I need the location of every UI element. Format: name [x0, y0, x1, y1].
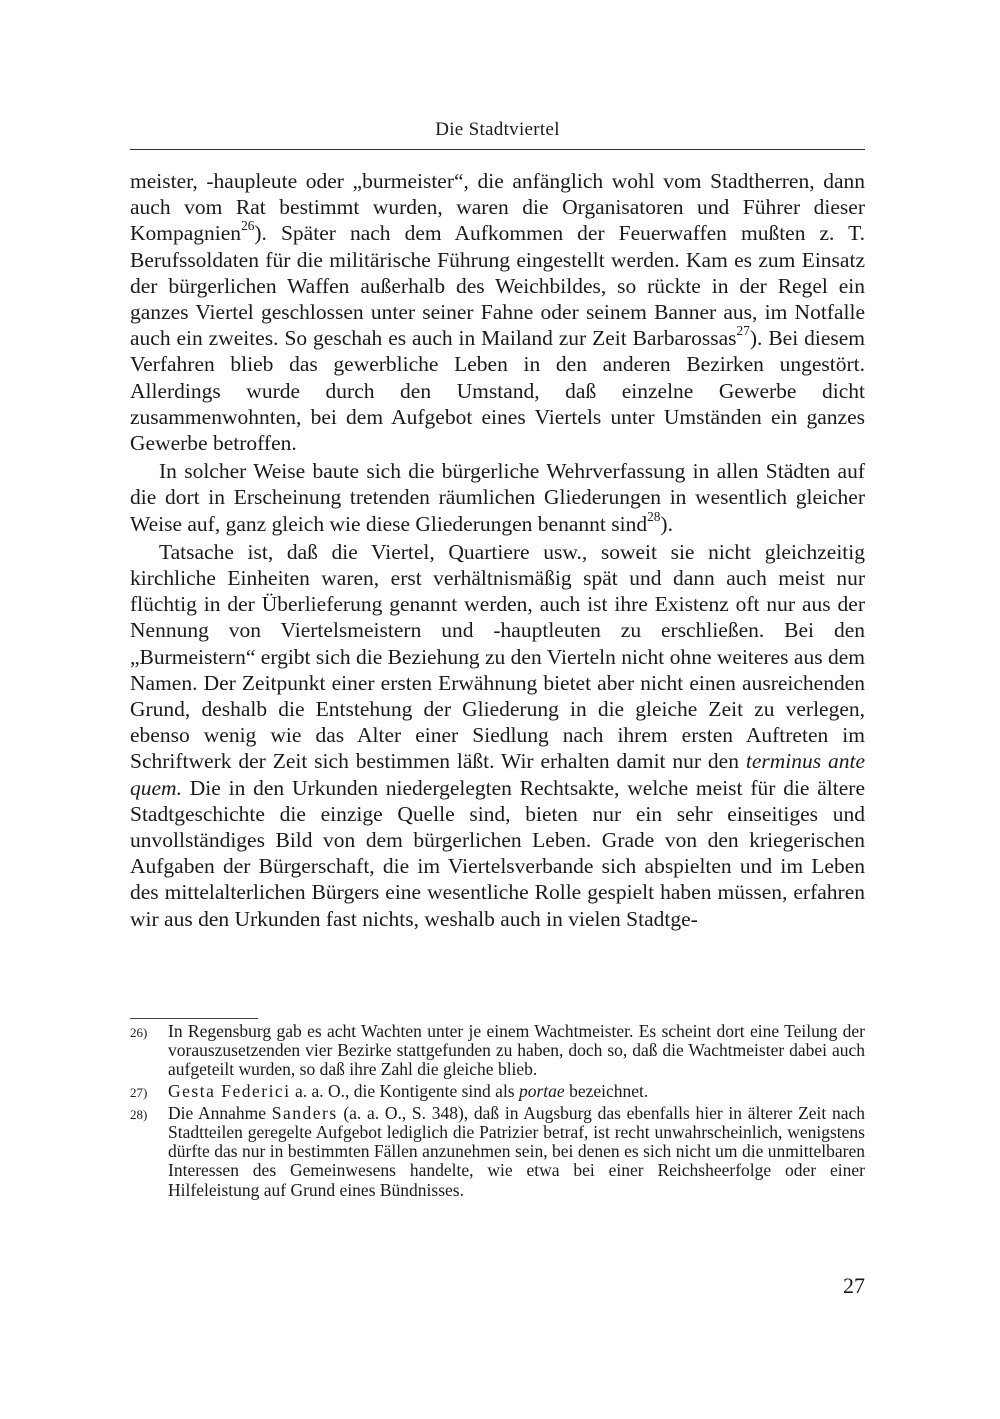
running-head: Die Stadtviertel	[435, 119, 560, 140]
footnote-28	[130, 1104, 865, 1200]
footnote-ref-27[interactable]: 27	[736, 323, 750, 339]
footnote-text: Gesta Federici a. a. O., die Kontigente sind als portae bezeichnet.	[168, 1080, 649, 1101]
main-text	[130, 168, 865, 932]
header-rule	[130, 149, 865, 150]
footnote-27	[130, 1082, 865, 1102]
footnote-26	[130, 1022, 865, 1080]
footnote-ref-26[interactable]: 26	[241, 218, 255, 234]
paragraph-2: In solcher Weise baute sich die bürgerliche Wehrverfassung in allen Städten auf die dort in Erscheinung tretenden räumlichen Gliederungen in wesentlich gleicher Weise auf, ganz gleich wie diese Gliederungen benannt sind$^{28}$).	[130, 459, 865, 536]
footnote-mark: 26)	[130, 1025, 148, 1040]
footnote-text: In Regensburg gab es acht Wachten unter je einem Wachtmeister. Es scheint dort eine Teilung der vorauszusetzenden vier Bezirke stattgefunden zu haben, doch so, daß die Wachtmeister dabei auch aufgeteilt wurden, so daß ihre Zahl die gleiche blieb.	[168, 1021, 865, 1080]
footnote-rule	[130, 1018, 258, 1019]
paragraph-1: meister, -haupleute oder „burmeister“, die anfänglich wohl vom Stadtherren, dann auch vom Rat bestimmt wurden, waren die Organisatoren und Führer dieser Kompagnien$^{26}$). Später nach dem Aufkommen der Feuerwaffen mußten z. T. Berufssoldaten für die militärische Führung eingestellt werden. Kam es zum Einsatz der bürgerlichen Waffen außerhalb des Weichbildes, so rückte in der Regel ein ganzes Viertel geschlossen unter seiner Fahne oder seinem Banner aus, im Notfalle auch ein zweites. So geschah es auch in Mailand zur Zeit Barbarossas$^{27}$). Bei diesem Verfahren blieb das gewerbliche Leben in den anderen Bezirken ungestört. Allerdings wurde durch den Umstand, daß einzelne Gewerbe dicht zusammenwohnten, bei dem Aufgebot eines Viertels unter Umständen ein ganzes Gewerbe betroffen.	[130, 169, 865, 456]
paragraph-3: Tatsache ist, daß die Viertel, Quartiere usw., soweit sie nicht gleichzeitig kirchliche Einheiten waren, erst verhältnismäßig spät und dann auch meist nur flüchtig in der Überlieferung genannt werden, auch ist ihre Existenz oft nur aus der Nennung von Viertelsmeistern und -hauptleuten zu erschließen. Bei den „Burmeistern“ ergibt sich die Beziehung zu den Vierteln nicht ohne weiteres aus dem Namen. Der Zeitpunkt einer ersten Erwähnung bietet aber nicht einen ausreichenden Grund, deshalb die Entstehung der Gliederung in die gleiche Zeit zu verlegen, ebenso wenig wie das Alter einer Siedlung nach ihrem ersten Auftreten im Schriftwerk der Zeit sich bestimmen läßt. Wir erhalten damit nur den terminus ante quem. Die in den Urkunden niedergelegten Rechtsakte, welche meist für die ältere Stadtgeschichte die einzige Quelle sind, bieten nur ein sehr einseitiges und unvollständiges Bild von dem bürgerlichen Leben. Grade von den kriegerischen Aufgaben der Bürgerschaft, die im Viertelsverbande sich abspielten und im Leben des mittelalterlichen Bürgers eine wesentliche Rolle gespielt haben müssen, erfahren wir aus den Urkunden fast nichts, weshalb auch in vielen Stadtge-	[130, 539, 865, 931]
footnotes	[130, 1022, 865, 1202]
italic-term: terminus ante quem.	[130, 749, 865, 800]
footnote-mark: 28)	[130, 1106, 148, 1122]
footnote-mark: 27)	[130, 1084, 148, 1100]
page-number: 27	[843, 1273, 865, 1298]
footnote-ref-28[interactable]: 28	[647, 508, 661, 524]
footnote-text: Die Annahme Sanders (a. a. O., S. 348), daß in Augsburg das ebenfalls hier in älterer Zeit nach Stadtteilen geregelte Aufgebot lediglich die Patrizier betraf, ist recht unwahrscheinlich, wenigstens dürfte das nur in bestimmten Fällen anzunehmen sein, bei denen es sich nicht um die unmittelbaren Interessen des Gemeinwesens handelte, wie etwa bei einer Reichsheerfolge oder einer Hilfeleistung auf Grund eines Bündnisses.	[168, 1102, 865, 1200]
